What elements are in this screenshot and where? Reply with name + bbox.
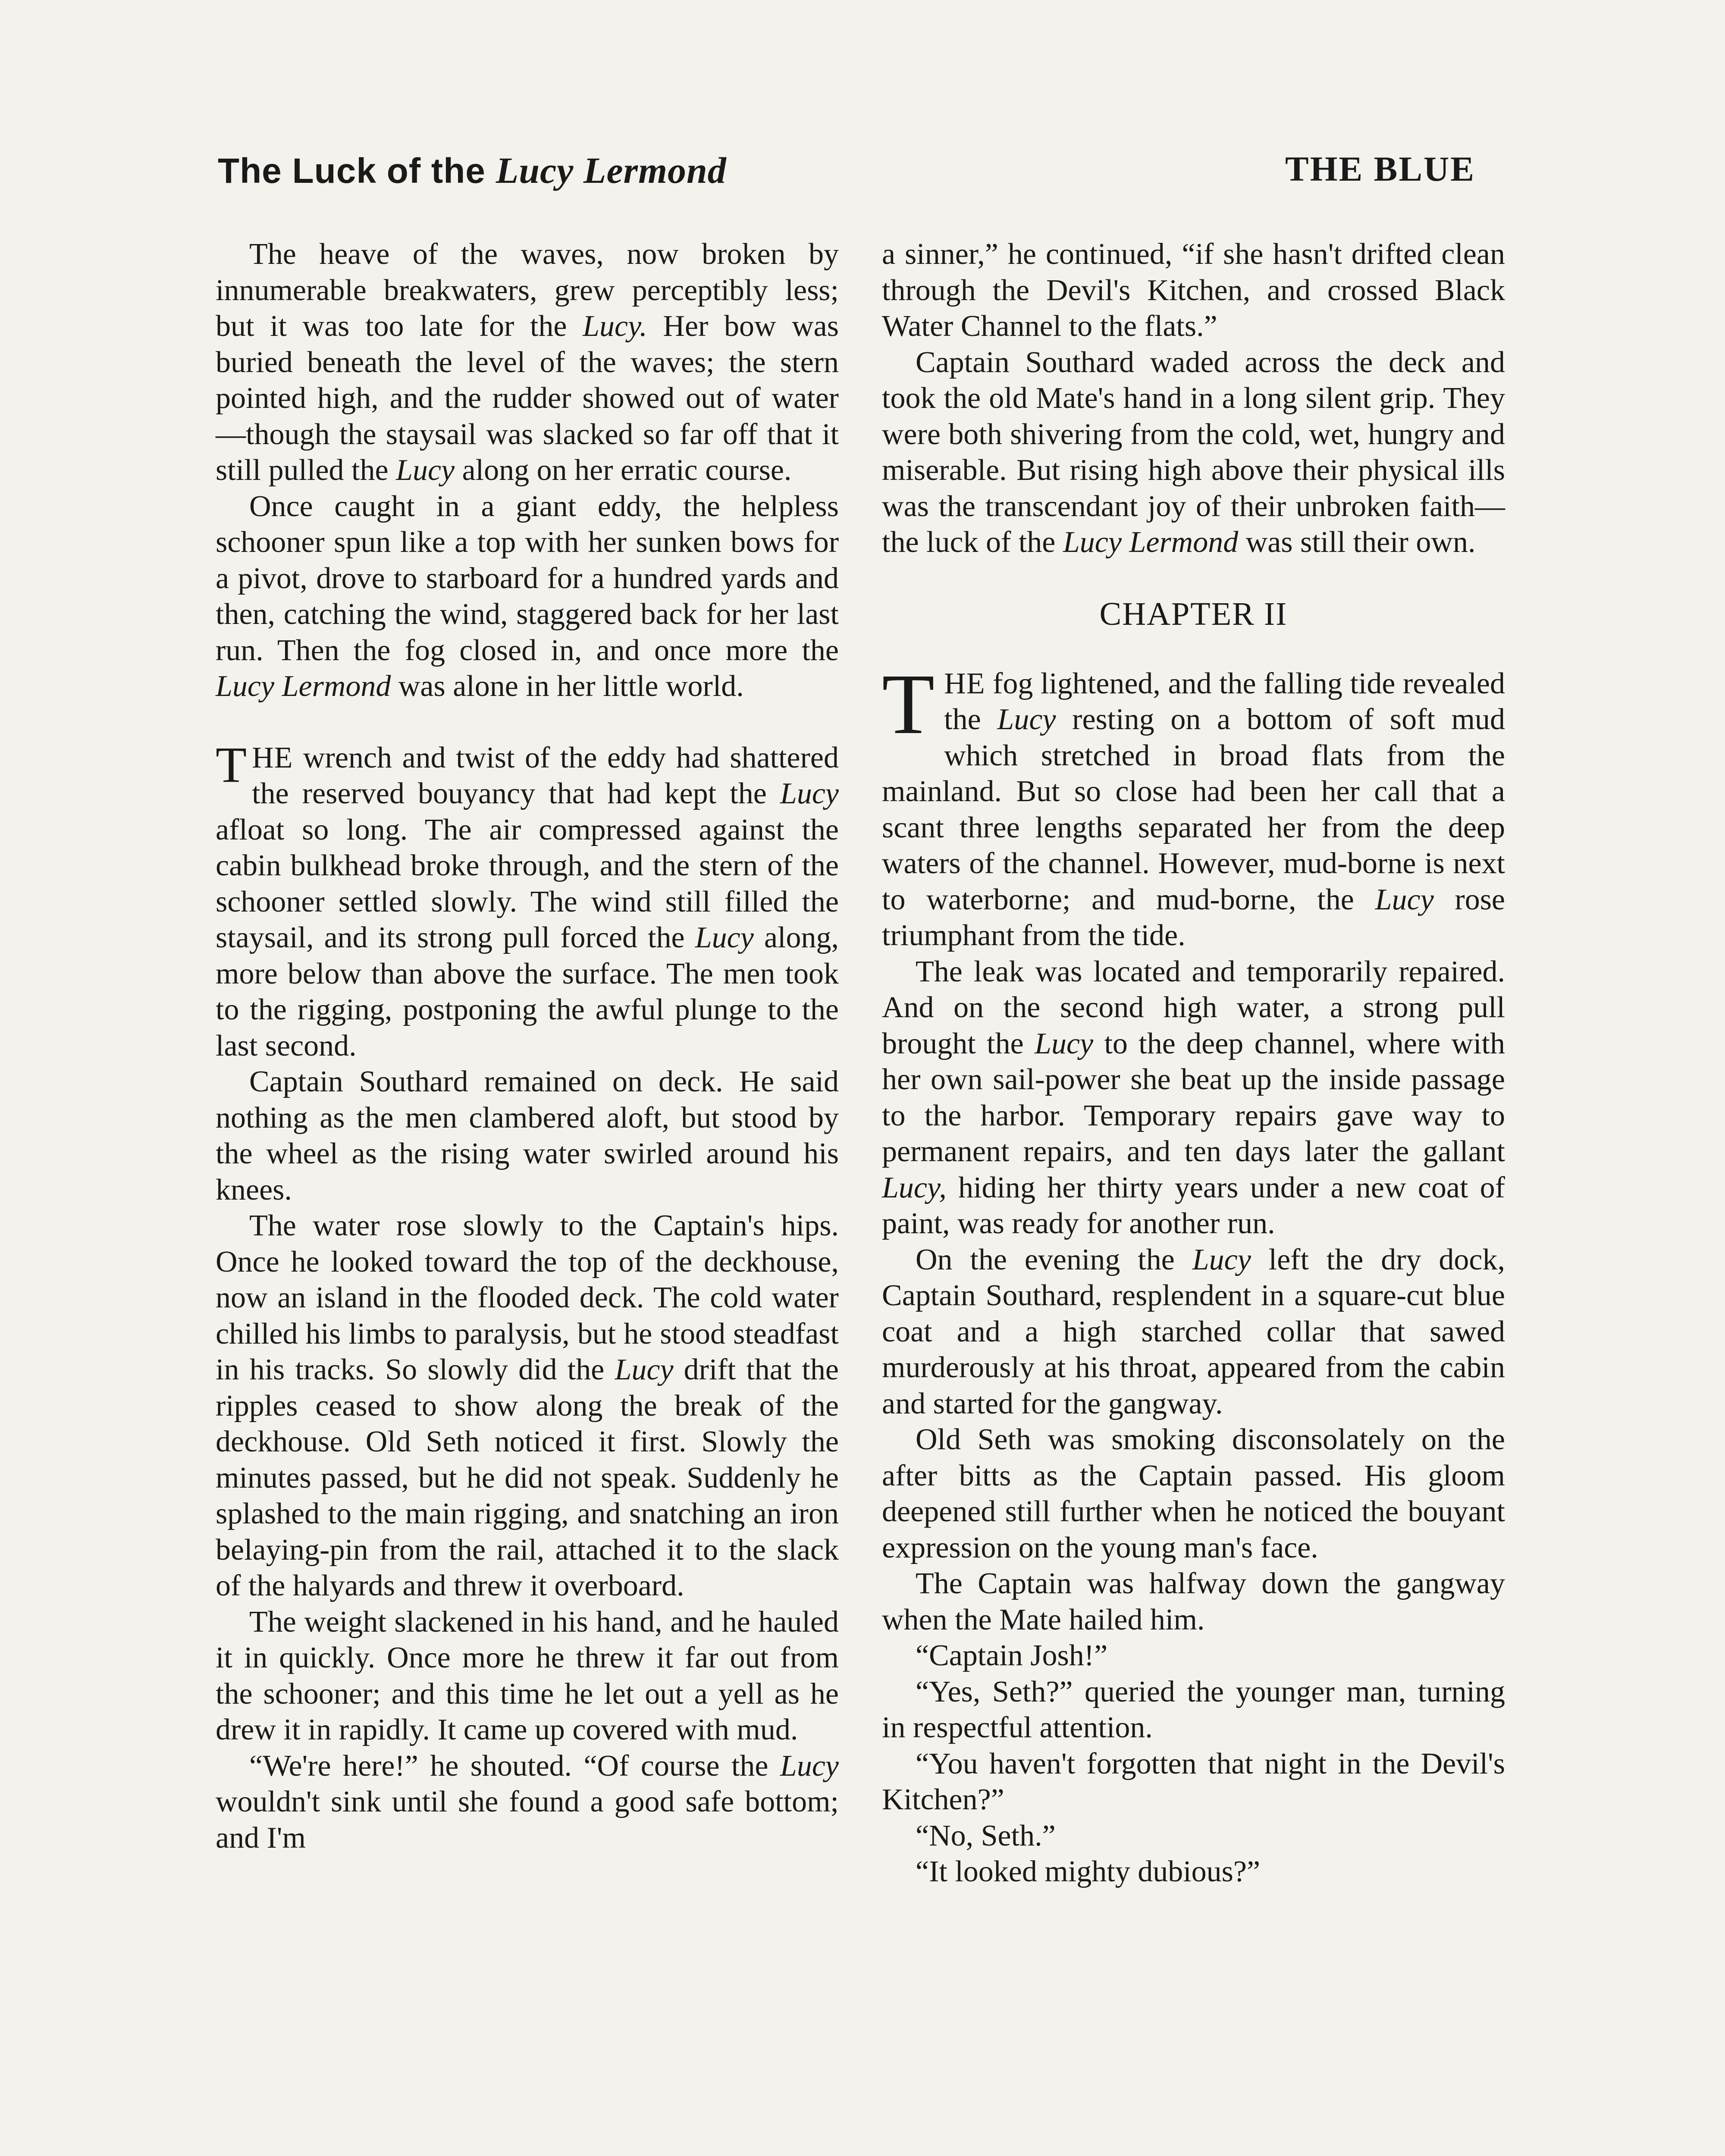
italic-run: Lucy (396, 454, 455, 487)
paragraph (882, 1818, 1505, 1854)
paragraph (882, 1422, 1505, 1566)
text-run: “Yes, Seth?” queried the younger man, turning in respectful attention. (882, 1675, 1505, 1744)
text-run: Her bow was buried beneath the level of the waves; the stern pointed high, and the rudder showed out of water—though the staysail was slacked so far off that it still pulled the (216, 310, 839, 487)
paragraph (882, 1638, 1505, 1674)
paragraph (216, 1748, 839, 1856)
text-run: “We're here!” he shouted. “Of course the (249, 1749, 780, 1783)
text-run: wrench and twist of the eddy had shattered the reserved bouyancy that had kept the (252, 741, 839, 810)
italic-run: Lucy (1375, 883, 1434, 916)
italic-run: Lucy (997, 703, 1056, 736)
text-run: to the deep channel, where with her own sail-power she beat up the inside passage to the harbor. Temporary repairs gave way to permanent repairs, and ten days later the gallant (882, 1027, 1505, 1168)
text-run: drift that the ripples ceased to show along the break of the deckhouse. Old Seth noticed it first. Slowly the minutes passed, but he did not speak. Suddenly he splashed to the main rigging, and snatching an iron belaying-pin from the rail, attached it to the slack of the halyards and threw it overboard. (216, 1353, 839, 1602)
text-run: The weight slackened in his hand, and he hauled it in quickly. Once more he threw it far out from the schooner; and this time he let out a yell as he drew it in rapidly. It came up covered with mud. (216, 1605, 839, 1746)
text-run: Old Seth was smoking disconsolately on the after bitts as the Captain passed. His gloom deepened still further when he noticed the bouyant expression on the young man's face. (882, 1423, 1505, 1564)
italic-run: Lucy (1192, 1243, 1251, 1276)
italic-run: Lucy (695, 921, 754, 954)
text-run: Captain Southard remained on deck. He said nothing as the men clambered aloft, but stood by the wheel as the rising water swirled around his knees. (216, 1065, 839, 1206)
small-caps: HE (944, 667, 985, 700)
text-run: “No, Seth.” (916, 1819, 1056, 1852)
italic-run: Lucy, (882, 1171, 947, 1204)
text-run: Once caught in a giant eddy, the helpless schooner spun like a top with her sunken bows for a pivot, drove to starboard for a hundred yards and then, catching the wind, staggered back for her last run. Then the fog closed in, and once more the (216, 489, 839, 667)
text-run: The water rose slowly to the Captain's hips. Once he looked toward the top of the deckhouse, now an island in the flooded deck. The cold water chilled his limbs to paralysis, but he stood steadfast in his tracks. So slowly did the (216, 1209, 839, 1386)
text-run: rose triumphant from the tide. (882, 883, 1505, 952)
text-run: fog lightened, and the falling tide revealed the (944, 667, 1505, 736)
paragraph-dropcap (216, 736, 839, 1064)
paragraph-dropcap (882, 656, 1505, 954)
running-title-italic: Lucy Lermond (496, 150, 727, 191)
text-run: The leak was located and temporarily repaired. And on the second high water, a strong pull brought the (882, 955, 1505, 1060)
running-title (218, 149, 727, 192)
text-run: On the evening the (916, 1243, 1192, 1276)
small-caps: HE (252, 741, 293, 774)
drop-cap: T (882, 656, 935, 752)
text-run: was alone in her little world. (391, 670, 744, 703)
text-run: “You haven't forgotten that night in the Devil's Kitchen?” (882, 1747, 1505, 1816)
text-run: was still their own. (1238, 526, 1476, 559)
paragraph (216, 1208, 839, 1604)
paragraph (882, 1746, 1505, 1818)
right-column (882, 236, 1505, 1890)
paragraph (882, 1854, 1505, 1890)
italic-run: Lucy (1035, 1027, 1094, 1060)
paragraph (882, 954, 1505, 1242)
text-run: Captain Southard waded across the deck and took the old Mate's hand in a long silent grip. They were both shivering from the cold, wet, hungry and miserable. But rising high above their physical ills was the transcendant joy of their unbroken faith—the luck of the (882, 345, 1505, 559)
text-run: “Captain Josh!” (916, 1639, 1108, 1672)
italic-run: Lucy (615, 1353, 674, 1386)
paragraph (882, 1242, 1505, 1422)
paragraph (216, 236, 839, 489)
text-run: along on her erratic course. (455, 454, 792, 487)
italic-run: Lucy. (583, 310, 647, 343)
paragraph (882, 1674, 1505, 1746)
text-run: hiding her thirty years under a new coat of paint, was ready for another run. (882, 1171, 1505, 1240)
chapter-heading: CHAPTER II (1099, 595, 1288, 632)
paragraph (216, 1064, 839, 1208)
paragraph (882, 345, 1505, 561)
paragraph (882, 1566, 1505, 1638)
text-run: along, more below than above the surface. The men took to the rigging, postponing the awful plunge to the last second. (216, 921, 839, 1062)
italic-run: Lucy (780, 1749, 839, 1783)
left-column (216, 236, 839, 1856)
italic-run: Lucy (780, 777, 839, 810)
text-run: The heave of the waves, now broken by innumerable breakwaters, grew perceptibly less; but it was too late for the (216, 238, 839, 343)
running-title-prefix: The Luck of the (218, 151, 496, 191)
drop-cap: T (216, 736, 247, 793)
text-run: afloat so long. The air compressed against the cabin bulkhead broke through, and the stern of the schooner settled slowly. The wind still filled the staysail, and its strong pull forced the (216, 813, 839, 954)
magazine-name: THE BLUE (1285, 149, 1475, 188)
paragraph-body (882, 656, 1505, 953)
text-run: “It looked mighty dubious?” (916, 1855, 1261, 1888)
text-run: The Captain was halfway down the gangway when the Mate hailed him. (882, 1567, 1505, 1636)
text-run: a sinner,” he continued, “if she hasn't drifted clean through the Devil's Kitchen, and crossed Black Water Channel to the flats.” (882, 238, 1505, 343)
italic-run: Lucy Lermond (1063, 526, 1239, 559)
paragraph (216, 489, 839, 705)
paragraph-body (216, 736, 839, 1062)
text-run: wouldn't sink until she found a good safe bottom; and I'm (216, 1785, 839, 1855)
paragraph (882, 236, 1505, 345)
paragraph (216, 1604, 839, 1748)
italic-run: Lucy Lermond (216, 670, 391, 703)
text-run: left the dry dock, Captain Southard, resplendent in a square-cut blue coat and a high starched collar that sawed murderously at his throat, appeared from the cabin and started for the gangway. (882, 1243, 1505, 1420)
text-run: resting on a bottom of soft mud which stretched in broad flats from the mainland. But so close had been her call that a scant three lengths separated her from the deep waters of the channel. However, mud-borne is next to waterborne; and mud-borne, the (882, 703, 1505, 916)
